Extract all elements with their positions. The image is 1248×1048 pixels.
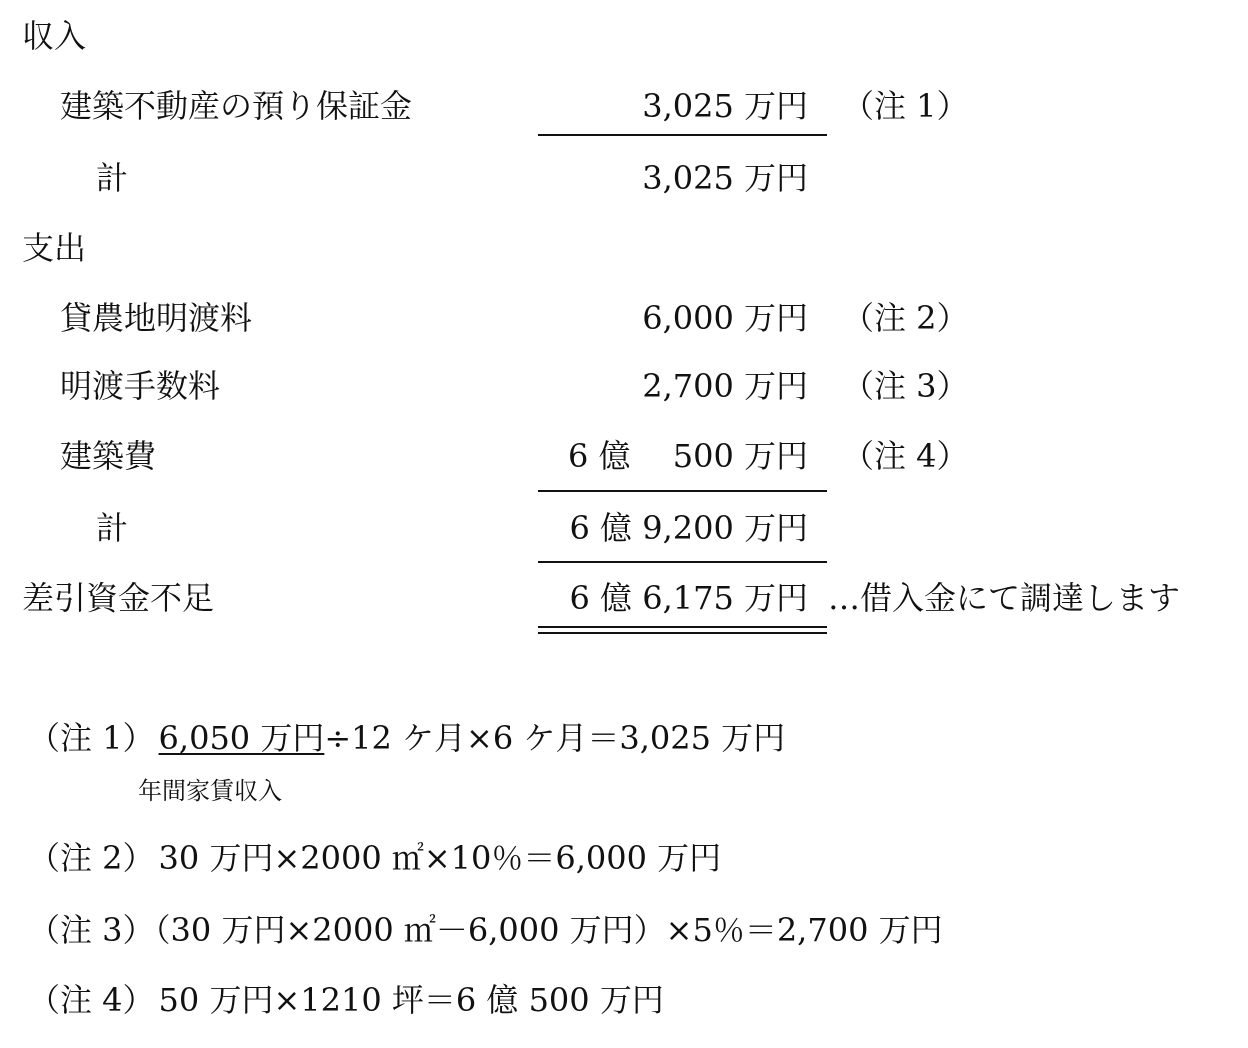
expense-item-amount: 2,700 万円 [642,367,808,405]
expense-item-note: （注 2） [842,299,969,337]
expense-total-label: 計 [96,509,129,547]
expense-total-rule [538,561,827,563]
shortfall-label: 差引資金不足 [22,579,215,617]
expense-item-label: 貸農地明渡料 [60,299,253,337]
note-2 [28,838,721,878]
note-4-formula: 50 万円×1210 坪＝6 億 500 万円 [158,981,664,1019]
note-1-underlined-value: 6,050 万円 [158,719,325,757]
income-heading: 収入 [22,17,87,55]
grand-total-double-rule [538,626,827,634]
expense-item-note: （注 3） [842,367,969,405]
note-4-label: （注 4） [28,981,155,1019]
note-1-formula: ÷12 ケ月×6 ケ月＝3,025 万円 [324,719,786,757]
expense-item-label: 明渡手数料 [60,367,221,405]
note-1-sublabel: 年間家賃収入 [138,777,282,805]
note-1-label: （注 1） [28,719,155,757]
note-3-formula: （30 万円×2000 ㎡－6,000 万円）×5％＝2,700 万円 [154,911,943,949]
note-4 [28,980,664,1020]
expense-heading: 支出 [22,229,87,267]
expense-item-note: （注 4） [842,437,969,475]
note-3 [28,910,943,950]
expense-item-amount: 6 億 500 万円 [568,437,808,475]
shortfall-remark: …借入金にて調達します [828,579,1181,617]
note-2-label: （注 2） [28,839,155,877]
income-total-label: 計 [96,159,129,197]
income-subtotal-rule [538,134,827,136]
expense-item-label: 建築費 [60,437,157,475]
expense-subtotal-rule [538,490,827,492]
note-2-formula: 30 万円×2000 ㎡×10％＝6,000 万円 [158,839,722,877]
expense-item-amount: 6,000 万円 [642,299,808,337]
income-total-amount: 3,025 万円 [642,159,808,197]
income-item-label: 建築不動産の預り保証金 [60,87,413,125]
income-item-note: （注 1） [842,87,969,125]
note-3-label: （注 3） [28,911,155,949]
shortfall-amount: 6 億 6,175 万円 [569,579,808,617]
income-item-amount: 3,025 万円 [642,87,808,125]
note-1 [28,718,785,758]
expense-total-amount: 6 億 9,200 万円 [569,509,808,547]
